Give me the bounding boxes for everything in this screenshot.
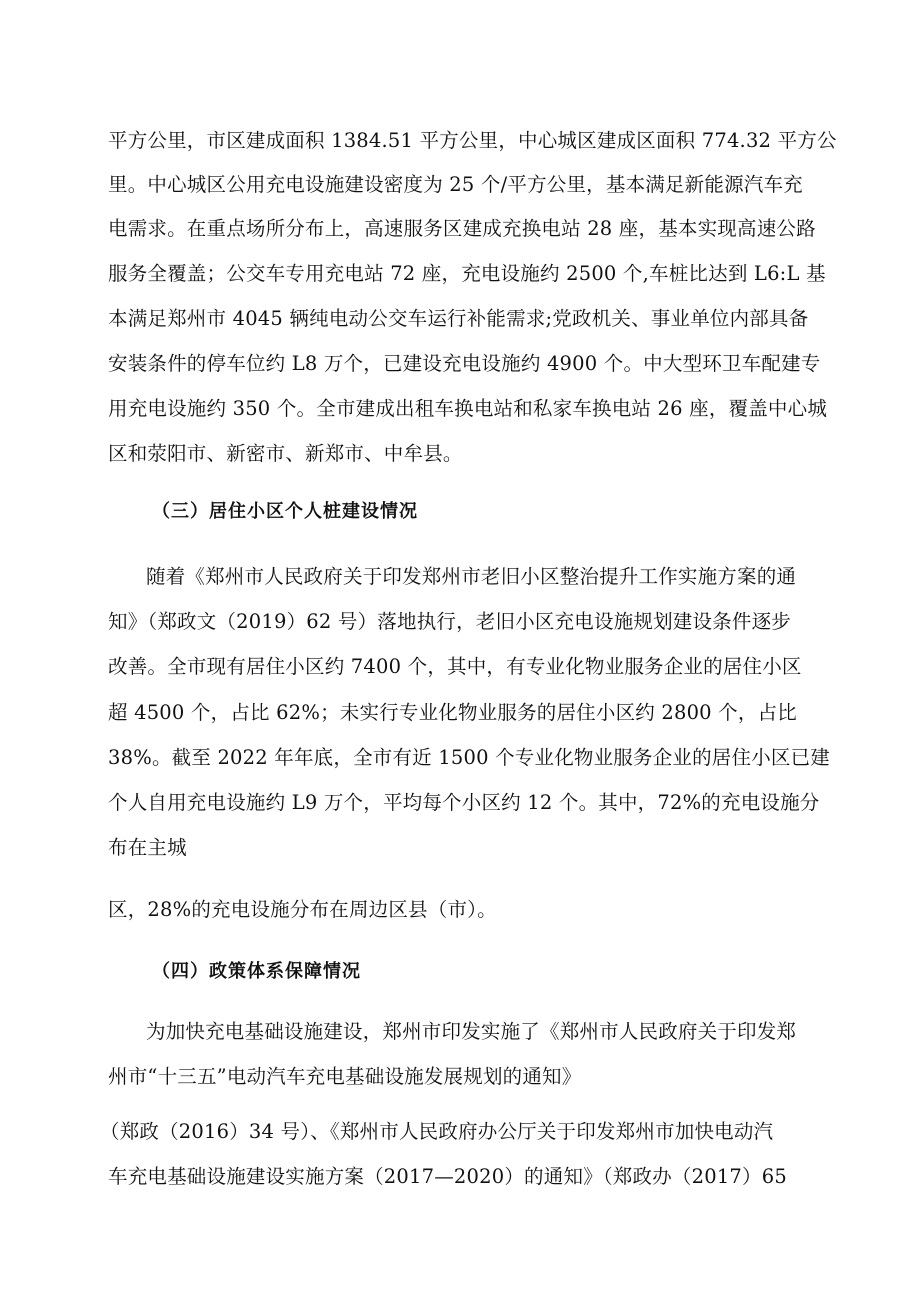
paragraph-line: 州市“十三五”电动汽车充电基础设施发展规划的通知》 (108, 1065, 582, 1088)
paragraph-line: 用充电设施约 350 个。全市建成出租车换电站和私家车换电站 26 座，覆盖中心城 (108, 397, 828, 420)
paragraph-line: 里。中心城区公用充电设施建设密度为 25 个/平方公里，基本满足新能源汽车充 (108, 173, 803, 196)
section-heading-three: （三）居住小区个人桩建设情况 (152, 501, 418, 522)
paragraph-line: 区和荥阳市、新密市、新郑市、中牟县。 (108, 442, 463, 465)
section-heading-four: （四）政策体系保障情况 (152, 961, 361, 982)
paragraph-line: 随着《郑州市人民政府关于印发郑州市老旧小区整治提升工作实施方案的通 (146, 565, 797, 588)
paragraph-line: 安装条件的停车位约 L8 万个，已建设充电设施约 4900 个。中大型环卫车配建专 (108, 352, 821, 375)
paragraph-line: 区，28%的充电设施分布在周边区县（市）。 (108, 898, 497, 921)
paragraph-line: 电需求。在重点场所分布上，高速服务区建成充换电站 28 座，基本实现高速公路 (108, 217, 816, 240)
paragraph-line: 本满足郑州市 4045 辆纯电动公交车运行补能需求;党政机关、事业单位内部具备 (108, 307, 809, 330)
paragraph-line: 服务全覆盖；公交车专用充电站 72 座，充电设施约 2500 个,车桩比达到 L6:L 基 (108, 262, 826, 285)
paragraph-line: 超 4500 个，占比 62%；未实行专业化物业服务的居住小区约 2800 个，占比 (108, 701, 797, 724)
paragraph-line: （郑政（2016）34 号）、《郑州市人民政府办公厅关于印发郑州市加快电动汽 (100, 1120, 774, 1143)
paragraph-line: 38%。截至 2022 年年底，全市有近 1500 个专业化物业服务企业的居住小区已建 (108, 746, 830, 769)
paragraph-line: 改善。全市现有居住小区约 7400 个，其中，有专业化物业服务企业的居住小区 (108, 655, 802, 678)
paragraph-line: 为加快充电基础设施建设，郑州市印发实施了《郑州市人民政府关于印发郑 (146, 1020, 797, 1043)
paragraph-line: 知》（郑政文（2019）62 号）落地执行，老旧小区充电设施规划建设条件逐步 (108, 610, 791, 633)
paragraph-line: 布在主城 (108, 836, 187, 859)
paragraph-line: 个人自用充电设施约 L9 万个，平均每个小区约 12 个。其中，72%的充电设施分 (108, 791, 820, 814)
paragraph-line: 平方公里，市区建成面积 1384.51 平方公里，中心城区建成区面积 774.32 平方公 (108, 129, 837, 152)
paragraph-line: 车充电基础设施建设实施方案（2017—2020）的通知》（郑政办（2017）65 (108, 1165, 787, 1188)
